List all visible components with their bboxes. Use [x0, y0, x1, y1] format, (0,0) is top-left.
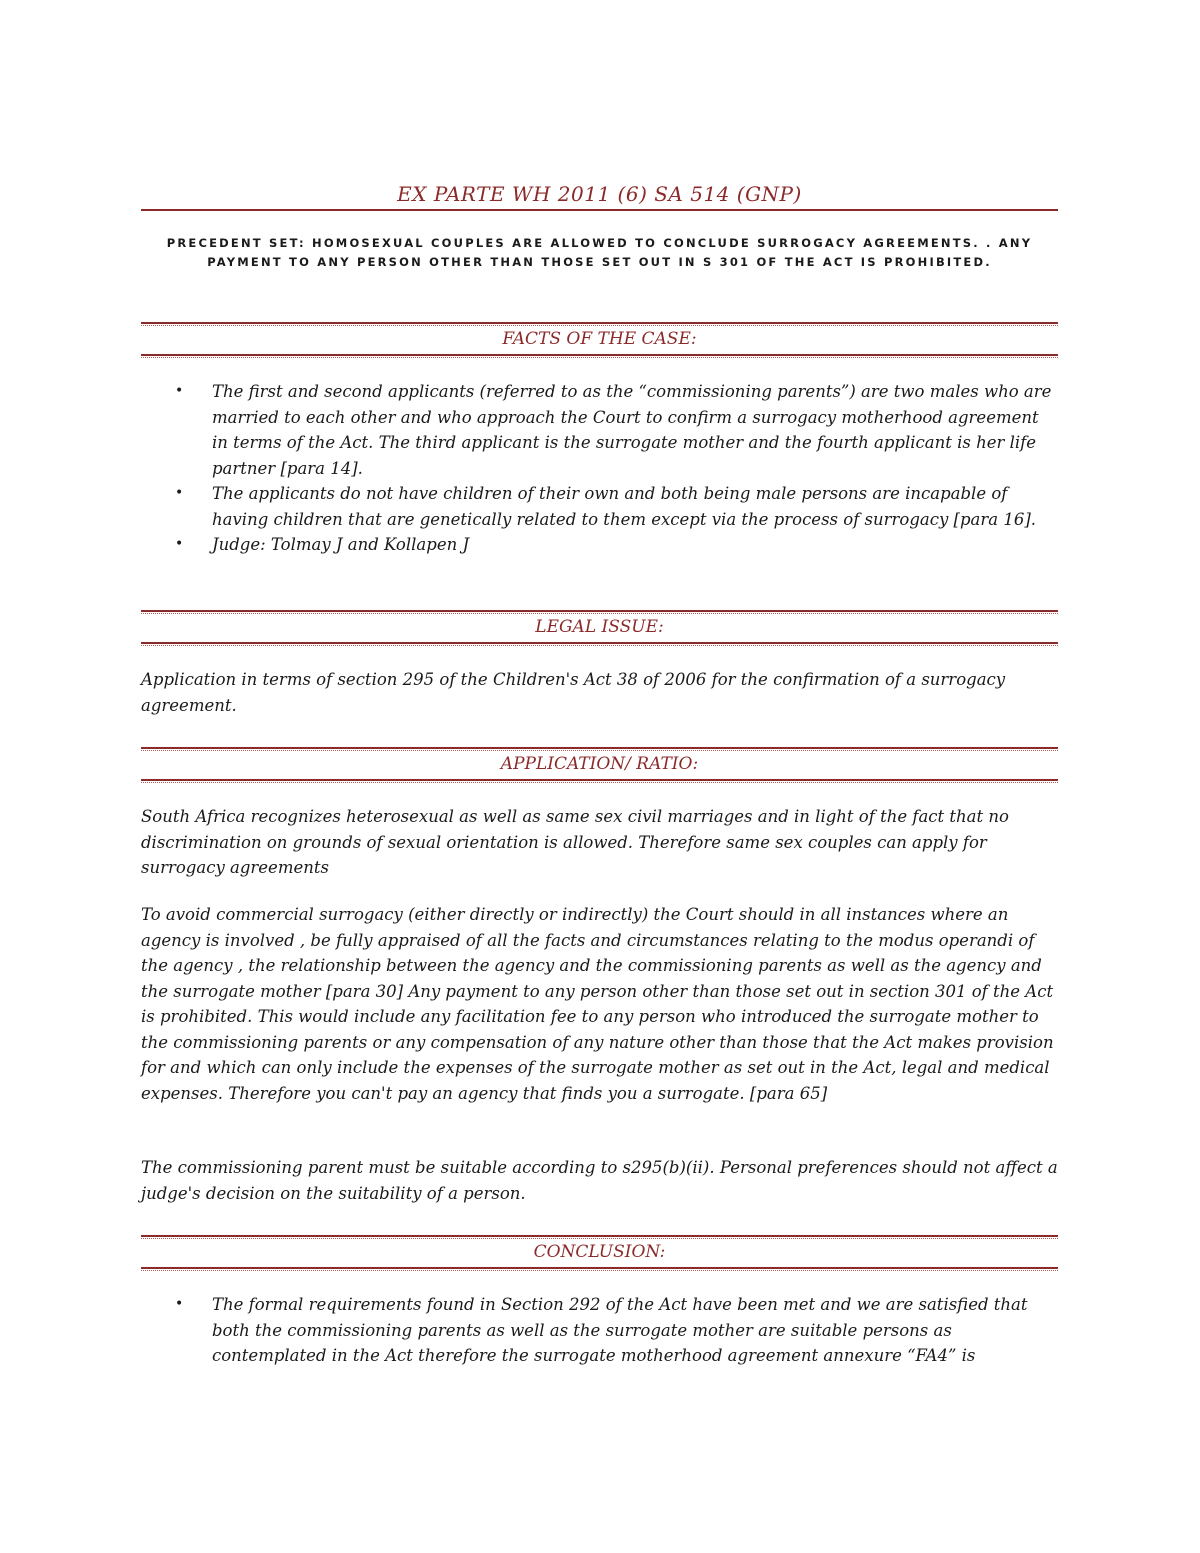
facts-list [141, 379, 1058, 558]
title-underline [141, 209, 1058, 211]
list-item [141, 481, 1058, 532]
conclusion-top-rule [141, 1235, 1058, 1237]
application-heading-block [141, 747, 1058, 781]
precedent-line-1: PRECEDENT SET: HOMOSEXUAL COUPLES ARE ALLOWED TO CONCLUDE SURROGACY AGREEMENTS. . ANY [166, 236, 1033, 250]
application-paragraph-3: The commissioning parent must be suitable according to s295(b)(ii). Personal preferences should not affect a judge's decision on the suitability of a person. [141, 1158, 1058, 1203]
facts-bullet-1: The first and second applicants (referred to as the “commissioning parents”) are two males who are married to each other and who approach the Court to confirm a surrogacy motherhood agreement in terms of the Act. The third applicant is the surrogate mother and the fourth applicant is her life partner [para 14]. [212, 382, 1052, 478]
legal-issue-top-rule [141, 610, 1058, 612]
application-bottom-rule [141, 779, 1058, 781]
application-top-rule [141, 747, 1058, 749]
facts-bottom-rule [141, 354, 1058, 356]
legal-issue-bottom-rule [141, 642, 1058, 644]
conclusion-bullet-1: The formal requirements found in Section 292 of the Act have been met and we are satisfied that both the commissioning parents as well as the surrogate mother are suitable persons as contemplated in the Act therefore the surrogate motherhood agreement annexure “FA4” is [212, 1295, 1028, 1365]
bullet-icon: • [175, 1296, 184, 1312]
facts-bullet-2: The applicants do not have children of their own and both being male persons are incapable of having children that are genetically related to them except via the process of surrogacy [para 16]. [212, 484, 1037, 529]
conclusion-bottom-rule [141, 1267, 1058, 1269]
conclusion-heading-block [141, 1235, 1058, 1269]
list-item [141, 1292, 1058, 1369]
facts-bullet-3: Judge: Tolmay J and Kollapen J [212, 535, 470, 554]
legal-issue-heading: LEGAL ISSUE: [535, 617, 664, 637]
facts-top-rule [141, 322, 1058, 324]
facts-heading-block [141, 322, 1058, 356]
application-paragraph-2: To avoid commercial surrogacy (either directly or indirectly) the Court should in all instances where an agency is involved , be fully appraised of all the facts and circumstances relating to the modus operandi of the agency , the relationship between the agency and the commissioning parents as well as the agency and the surrogate mother [para 30] Any payment to any person other than those set out in section 301 of the Act is prohibited. This would include any facilitation fee to any person who introduced the surrogate mother to the commissioning parents or any compensation of any nature other than those that the Act makes provision for and which can only include the expenses of the surrogate mother as set out in the Act, legal and medical expenses. Therefore you can't pay an agency that finds you a surrogate. [para 65] [141, 905, 1054, 1103]
list-item [141, 532, 1058, 558]
bullet-icon: • [175, 536, 184, 552]
application-paragraph-1: South Africa recognizes heterosexual as well as same sex civil marriages and in light of the fact that no discrimination on grounds of sexual orientation is allowed. Therefore same sex couples can apply for surrogacy agreements [141, 807, 1009, 877]
case-title: EX PARTE WH 2011 (6) SA 514 (GNP) [397, 182, 802, 206]
facts-heading: FACTS OF THE CASE: [502, 329, 697, 349]
conclusion-heading: CONCLUSION: [533, 1242, 666, 1262]
precedent-statement [141, 234, 1058, 272]
legal-issue-heading-block [141, 610, 1058, 644]
list-item [141, 379, 1058, 481]
conclusion-list [141, 1292, 1058, 1369]
bullet-icon: • [175, 383, 184, 399]
legal-issue-text: Application in terms of section 295 of the Children's Act 38 of 2006 for the confirmation of a surrogacy agreement. [141, 670, 1006, 715]
precedent-line-2: PAYMENT TO ANY PERSON OTHER THAN THOSE SET OUT IN S 301 OF THE ACT IS PROHIBITED. [207, 255, 992, 269]
application-heading: APPLICATION/ RATIO: [500, 754, 699, 774]
bullet-icon: • [175, 485, 184, 501]
